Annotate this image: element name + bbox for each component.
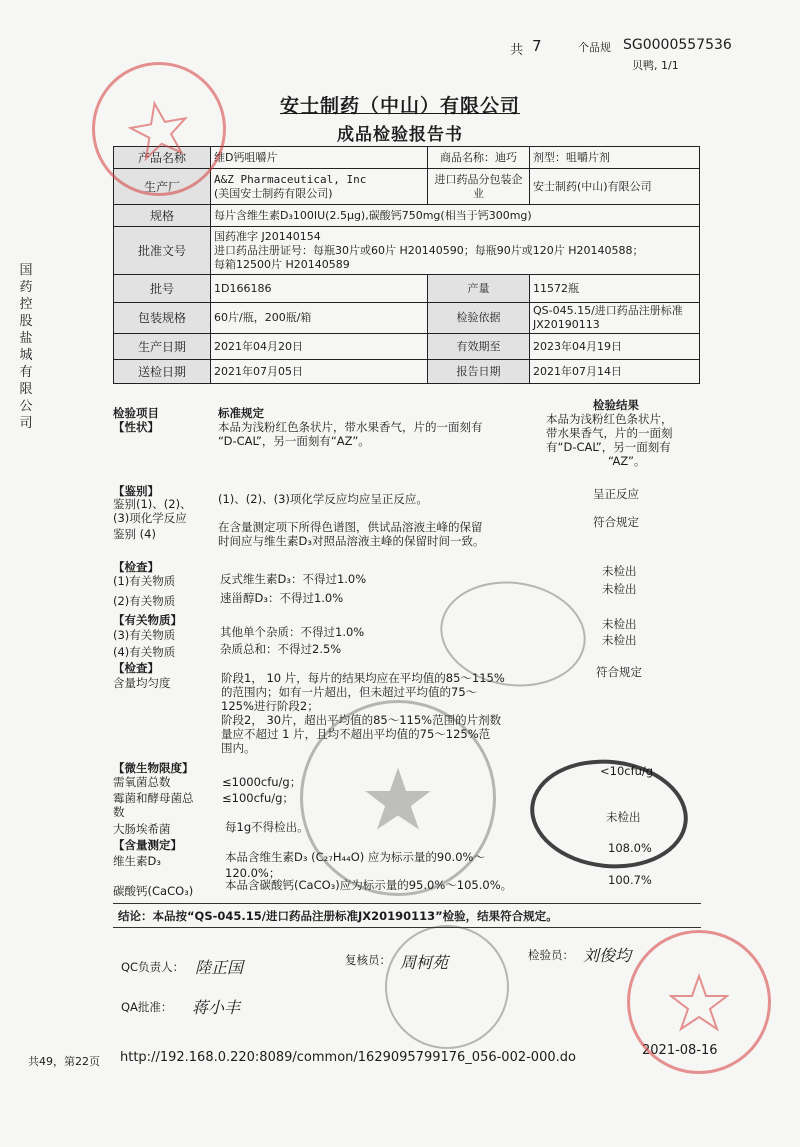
assay-section: 【含量测定】 bbox=[113, 838, 182, 852]
star-icon bbox=[124, 94, 194, 164]
import-label: 进口药品分包装企业 bbox=[428, 169, 530, 205]
inspection1-row2-result: 未检出 bbox=[602, 582, 637, 596]
microbial-row3-item: 大肠埃希菌 bbox=[113, 822, 171, 836]
ident-item2-standard-2: 时间应与维生素D₃对照品溶液主峰的保留时间一致。 bbox=[218, 534, 485, 548]
prod-date-value: 2021年04月20日 bbox=[211, 334, 428, 360]
ident-item1-standard: (1)、(2)、(3)项化学反应均应呈正反应。 bbox=[218, 492, 428, 506]
inspection2-row2-standard: 杂质总和：不得过2.5% bbox=[220, 642, 342, 656]
col-result-heading: 检验结果 bbox=[593, 398, 639, 412]
approval-value bbox=[211, 227, 700, 275]
document-title: 成品检验报告书 bbox=[337, 125, 463, 145]
microbial-row3-result: 未检出 bbox=[606, 810, 641, 824]
appearance-standard-1: 本品为浅粉红色条状片，带水果香气，片的一面刻有 bbox=[218, 420, 483, 434]
uniformity-line2: 的范围内；如有一片超出，但未超过平均值的75～ bbox=[221, 685, 478, 699]
microbial-row2-standard: ≤100cfu/g； bbox=[222, 791, 294, 805]
pack-value: 60片/瓶，200瓶/箱 bbox=[211, 303, 428, 334]
col-item-heading: 检验项目 bbox=[113, 406, 159, 420]
inspection2-row2-item: (4)有关物质 bbox=[113, 645, 176, 659]
qc-signature: 陸正国 bbox=[195, 958, 244, 977]
uniformity-item: 含量均匀度 bbox=[113, 676, 171, 690]
report-date-value: 2021年07月14日 bbox=[530, 360, 700, 384]
batch-label: 批号 bbox=[114, 275, 211, 303]
manufacturer-line2: (美国安士制药有限公司) bbox=[214, 186, 333, 200]
star-icon bbox=[363, 763, 433, 833]
assay-row2-standard: 本品含碳酸钙(CaCO₃)应为标示量的95.0%～105.0%。 bbox=[225, 878, 513, 892]
product-name-label: 产品名称 bbox=[114, 147, 211, 169]
report-date-label: 报告日期 bbox=[428, 360, 530, 384]
qc-stamp-right bbox=[525, 752, 693, 876]
output-value: 11572瓶 bbox=[530, 275, 700, 303]
inspection1-row2-item: (2)有关物质 bbox=[113, 594, 176, 608]
basis-value: QS-045.15/进口药品注册标准JX20190113 bbox=[530, 303, 700, 334]
expiry-label: 有效期至 bbox=[428, 334, 530, 360]
manufacturer-label: 生产厂 bbox=[114, 169, 211, 205]
qa-label: QA批准： bbox=[121, 1000, 173, 1014]
approval-line2: 进口药品注册证号：每瓶30片或60片 H20140590；每瓶90片或120片 H20140588； bbox=[214, 243, 644, 257]
microbial-row1-standard: ≤1000cfu/g； bbox=[222, 775, 302, 789]
inspection1-row2-standard: 速甾醇D₃：不得过1.0% bbox=[220, 591, 344, 605]
conclusion-rule-top bbox=[113, 903, 701, 904]
appearance-standard-2: “D-CAL”，另一面刻有“AZ”。 bbox=[218, 434, 370, 448]
microbial-row1-item: 需氧菌总数 bbox=[113, 775, 171, 789]
microbial-row1-result: <10cfu/g bbox=[600, 764, 654, 778]
approval-line3: 每箱12500片 H20140589 bbox=[214, 257, 350, 271]
reviewer-signature: 周柯苑 bbox=[400, 953, 449, 972]
ident-item1-line1: 鉴别(1)、(2)、 bbox=[113, 497, 192, 511]
microbial-section: 【微生物限度】 bbox=[113, 761, 194, 775]
appearance-result-4: “AZ”。 bbox=[608, 454, 646, 468]
uniformity-line5: 量应不超过 1 片，且均不超出平均值的75～125%范 bbox=[221, 727, 491, 741]
qa-signature: 蒋小丰 bbox=[192, 998, 241, 1017]
microbial-row3-standard: 每1g不得检出。 bbox=[225, 820, 309, 834]
appearance-result-1: 本品为浅粉红色条状片， bbox=[546, 412, 673, 426]
uniformity-line6: 围内。 bbox=[221, 741, 256, 755]
ident-item1-line2: (3)项化学反应 bbox=[113, 511, 187, 525]
company-title: 安士制药（中山）有限公司 bbox=[279, 95, 520, 117]
inspector-signature: 刘俊均 bbox=[583, 946, 632, 965]
inspection1-row1-item: (1)有关物质 bbox=[113, 574, 176, 588]
footer-date: 2021-08-16 bbox=[642, 1043, 718, 1058]
inspection1-row1-standard: 反式维生素D₃：不得过1.0% bbox=[220, 572, 367, 586]
total-label: 共 bbox=[510, 43, 524, 58]
trade-name: 商品名称：迪巧 bbox=[428, 147, 530, 169]
spec-label: 规格 bbox=[114, 205, 211, 227]
approval-label: 批准文号 bbox=[114, 227, 211, 275]
inspector-label: 检验员： bbox=[528, 948, 574, 962]
page-label: 贝鸭, 1/1 bbox=[632, 59, 679, 72]
inspection2-row1-standard: 其他单个杂质：不得过1.0% bbox=[220, 625, 365, 639]
company-stamp-big bbox=[300, 700, 496, 896]
conclusion-text: 结论：本品按“QS-045.15/进口药品注册标准JX20190113”检验，结果符合规定。 bbox=[118, 909, 558, 923]
spec-value: 每片含维生素D₃100IU(2.5μg),碳酸钙750mg(相当于钙300mg) bbox=[211, 205, 700, 227]
footer-url: http://192.168.0.220:8089/common/1629095799176_056-002-000.do bbox=[120, 1050, 576, 1065]
ident-item2-standard-1: 在含量测定项下所得色谱图，供试品溶液主峰的保留 bbox=[218, 520, 483, 534]
product-name-value: 维D钙咀嚼片 bbox=[211, 147, 428, 169]
expiry-value: 2023年04月19日 bbox=[530, 334, 700, 360]
col-standard-heading: 标准规定 bbox=[218, 406, 264, 420]
inspection2-row2-result: 未检出 bbox=[602, 633, 637, 647]
vertical-company-text: 国药控股盐城有限公司 bbox=[19, 263, 33, 431]
appearance-result-2: 带水果香气，片的一面刻 bbox=[546, 426, 673, 440]
report-number: SG0000557536 bbox=[623, 37, 732, 53]
qc-stamp-bottom-right bbox=[627, 930, 771, 1074]
inspection1-row1-result: 未检出 bbox=[602, 564, 637, 578]
report-label: 个品规 bbox=[578, 41, 611, 54]
prod-date-label: 生产日期 bbox=[114, 334, 211, 360]
assay-row1-standard-2: 120.0%； bbox=[225, 866, 281, 880]
uniformity-section: 【检查】 bbox=[113, 661, 159, 675]
identification-section: 【鉴别】 bbox=[113, 484, 159, 498]
reviewer-label: 复核员： bbox=[345, 953, 391, 967]
sent-date-value: 2021年07月05日 bbox=[211, 360, 428, 384]
inspection2-section: 【有关物质】 bbox=[113, 613, 182, 627]
manufacturer-value bbox=[211, 169, 428, 205]
assay-row2-item: 碳酸钙(CaCO₃) bbox=[113, 884, 194, 898]
reviewer-stamp bbox=[385, 925, 509, 1049]
ident-item2-result: 符合规定 bbox=[593, 515, 639, 529]
inspection1-section: 【检查】 bbox=[113, 560, 159, 574]
star-icon bbox=[669, 972, 729, 1032]
appearance-section: 【性状】 bbox=[113, 420, 159, 434]
inspection2-row1-item: (3)有关物质 bbox=[113, 628, 176, 642]
approval-line1: 国药准字 J20140154 bbox=[214, 229, 321, 243]
assay-row1-result: 108.0% bbox=[608, 841, 652, 855]
inspection2-row1-result: 未检出 bbox=[602, 617, 637, 631]
manufacturer-line1: A&Z Pharmaceutical, Inc bbox=[214, 172, 367, 186]
ident-item2: 鉴别 (4) bbox=[113, 527, 156, 541]
conclusion-rule-bottom bbox=[113, 927, 701, 928]
total-value: 7 bbox=[532, 37, 542, 55]
qc-label: QC负责人： bbox=[121, 960, 185, 974]
sent-date-label: 送检日期 bbox=[114, 360, 211, 384]
microbial-row2-item-2: 数 bbox=[113, 805, 125, 819]
appearance-result-3: 有“D-CAL”，另一面刻有 bbox=[546, 440, 671, 454]
batch-value: 1D166186 bbox=[211, 275, 428, 303]
import-value: 安士制药(中山)有限公司 bbox=[530, 169, 700, 205]
footer-page-info: 共49，第22页 bbox=[28, 1055, 100, 1068]
output-label: 产量 bbox=[428, 275, 530, 303]
assay-row1-standard-1: 本品含维生素D₃ (C₂₇H₄₄O) 应为标示量的90.0%～ bbox=[225, 850, 485, 864]
uniformity-result: 符合规定 bbox=[596, 665, 642, 679]
product-info-table bbox=[113, 146, 700, 384]
microbial-row2-item-1: 霉菌和酵母菌总 bbox=[113, 791, 194, 805]
assay-row2-result: 100.7% bbox=[608, 873, 652, 887]
basis-label: 检验依据 bbox=[428, 303, 530, 334]
assay-row1-item: 维生素D₃ bbox=[113, 854, 161, 868]
ident-item1-result: 呈正反应 bbox=[593, 487, 639, 501]
dosage-form: 剂型：咀嚼片剂 bbox=[530, 147, 700, 169]
uniformity-line1: 阶段1， 10 片，每片的结果均应在平均值的85～115% bbox=[221, 671, 505, 685]
uniformity-line4: 阶段2， 30片，超出平均值的85～115%范围的片剂数 bbox=[221, 713, 502, 727]
uniformity-line3: 125%进行阶段2； bbox=[221, 699, 319, 713]
pack-label: 包装规格 bbox=[114, 303, 211, 334]
